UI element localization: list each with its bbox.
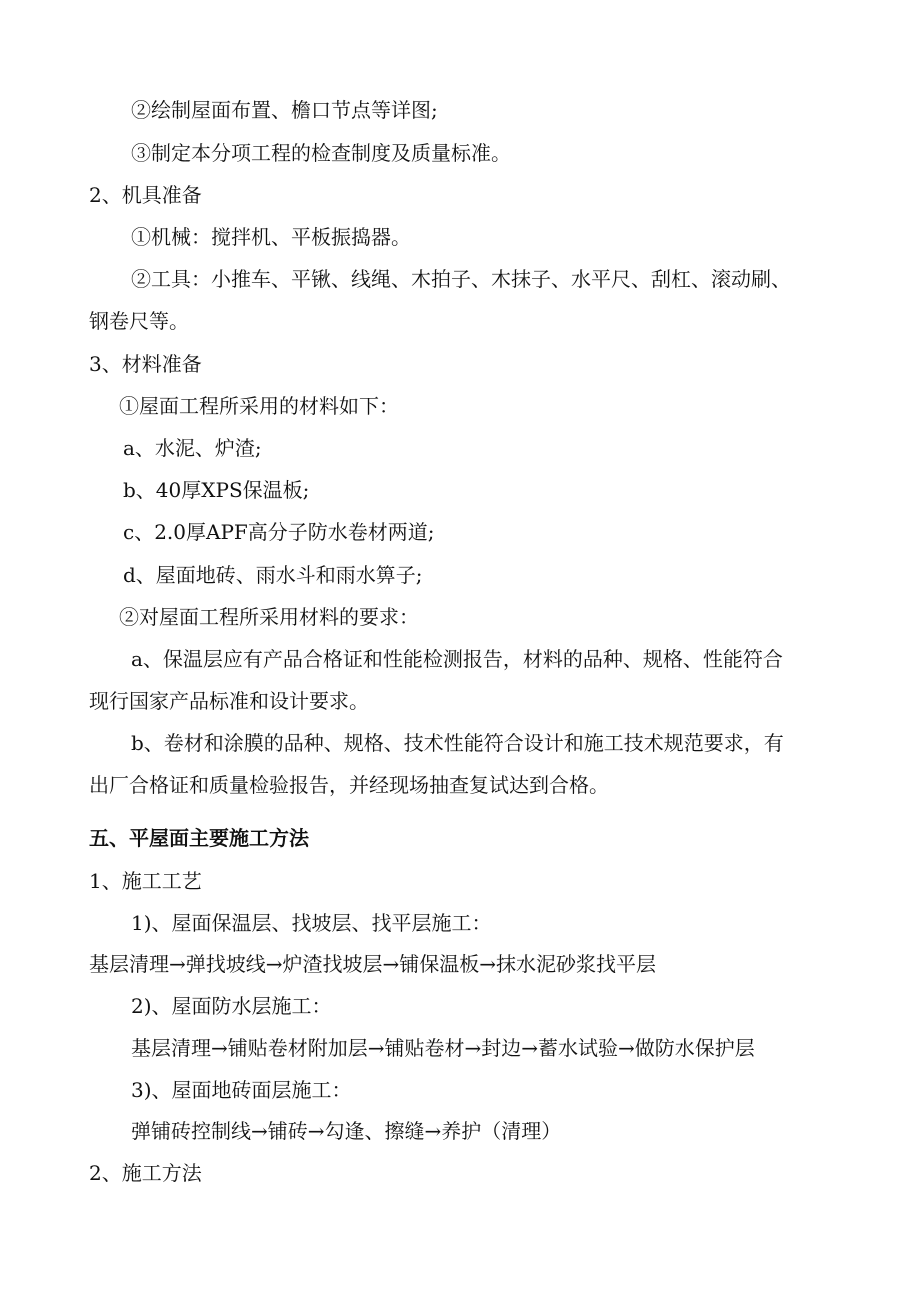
text-line: ②绘制屋面布置、檐口节点等详图; <box>131 98 438 122</box>
text-line: d、屋面地砖、雨水斗和雨水箅子; <box>123 563 423 587</box>
text-line: ①机械：搅拌机、平板振捣器。 <box>131 225 411 249</box>
text-line: ③制定本分项工程的检查制度及质量标准。 <box>131 141 511 165</box>
text-line: 1、施工工艺 <box>89 869 202 893</box>
text-line: 弹铺砖控制线→铺砖→勾逢、擦缝→养护（清理） <box>131 1119 562 1143</box>
text-line: 2)、屋面防水层施工： <box>131 994 332 1018</box>
text-line: 基层清理→弹找坡线→炉渣找坡层→铺保温板→抹水泥砂浆找平层 <box>89 952 657 976</box>
text-line: 出厂合格证和质量检验报告，并经现场抽查复试达到合格。 <box>89 773 609 797</box>
text-line: 2、机具准备 <box>89 183 202 207</box>
text-line: 1)、屋面保温层、找坡层、找平层施工： <box>131 911 492 935</box>
text-line: 钢卷尺等。 <box>89 309 189 333</box>
text-line: 3、材料准备 <box>89 352 202 376</box>
text-line: c、2.0厚APF高分子防水卷材两道; <box>123 520 435 544</box>
text-line: 基层清理→铺贴卷材附加层→铺贴卷材→封边→蓄水试验→做防水保护层 <box>131 1036 755 1060</box>
text-line: a、水泥、炉渣; <box>123 436 262 460</box>
text-line: 2、施工方法 <box>89 1161 202 1185</box>
text-line: b、卷材和涂膜的品种、规格、技术性能符合设计和施工技术规范要求，有 <box>131 731 784 755</box>
text-line: 现行国家产品标准和设计要求。 <box>89 689 369 713</box>
text-line: 3)、屋面地砖面层施工： <box>131 1078 352 1102</box>
text-line: b、40厚XPS保温板; <box>123 478 310 502</box>
text-line: ②对屋面工程所采用材料的要求： <box>119 605 419 629</box>
text-line: a、保温层应有产品合格证和性能检测报告，材料的品种、规格、性能符合 <box>131 647 783 671</box>
text-line: ①屋面工程所采用的材料如下： <box>119 394 399 418</box>
section-heading: 五、平屋面主要施工方法 <box>89 826 309 850</box>
text-line: ②工具：小推车、平锹、线绳、木拍子、木抹子、水平尺、刮杠、滚动刷、 <box>131 267 791 291</box>
